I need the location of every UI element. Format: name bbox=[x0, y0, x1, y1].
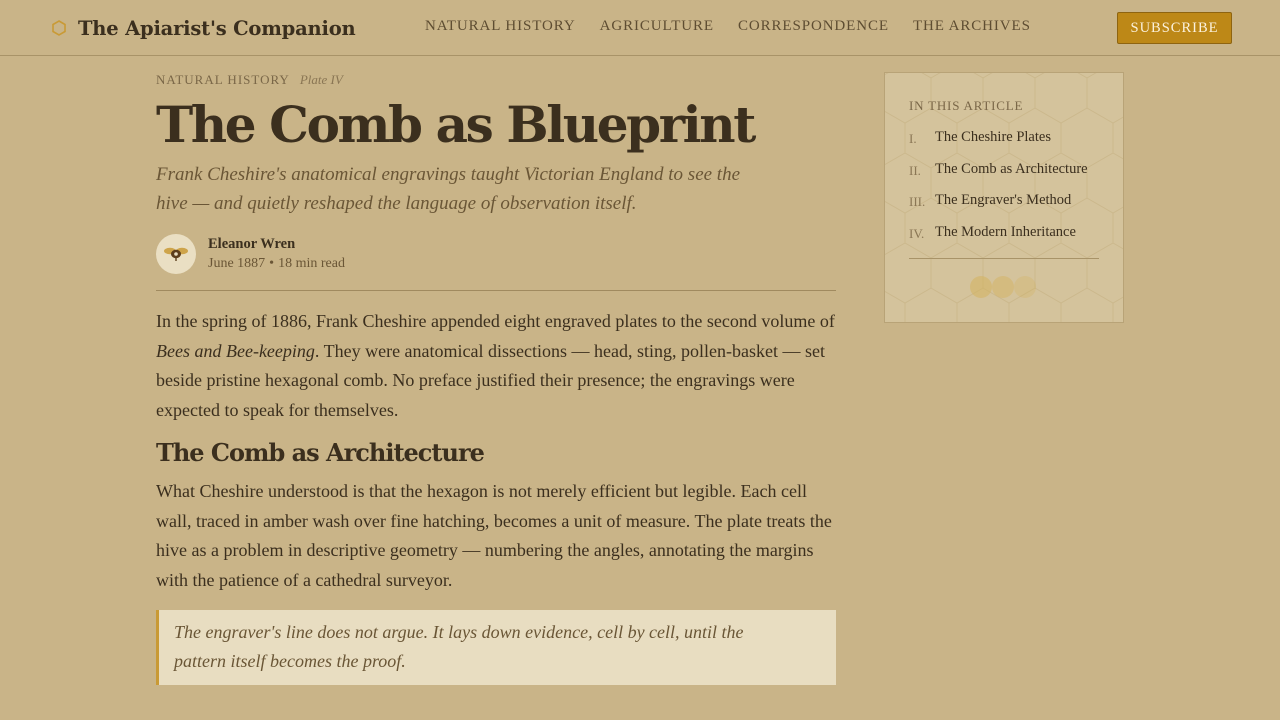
avatar[interactable] bbox=[156, 234, 196, 274]
brand-title: The Apiarist's Companion bbox=[78, 16, 356, 40]
site-header bbox=[0, 0, 1280, 56]
toc-item-label: The Engraver's Method bbox=[935, 192, 1072, 208]
article-title: The Comb as Blueprint bbox=[156, 95, 754, 154]
section-heading: The Comb as Architecture bbox=[156, 438, 484, 467]
article-dek: Frank Cheshire's anatomical engravings taught Victorian England to see the hive — and quietly reshaped the language of observation itself. bbox=[156, 164, 741, 214]
author-meta bbox=[208, 254, 345, 273]
meta-separator: • bbox=[269, 256, 275, 271]
subscribe-button[interactable]: SUBSCRIBE bbox=[1117, 12, 1232, 44]
toc-item-comb-architecture[interactable] bbox=[909, 161, 1088, 193]
brand-logo-link[interactable] bbox=[52, 14, 356, 42]
toc-divider bbox=[909, 258, 1099, 259]
toc-item-cheshire-plates[interactable] bbox=[909, 129, 1088, 161]
byline-divider bbox=[156, 290, 836, 291]
toc-item-number: III. bbox=[909, 194, 926, 209]
bee-icon bbox=[163, 245, 189, 263]
toc-item-label: The Comb as Architecture bbox=[935, 160, 1088, 177]
pull-quote: The engraver's line does not argue. It lays down evidence, cell by cell, until the pattern itself becomes the proof. bbox=[156, 610, 836, 685]
author-info bbox=[208, 235, 345, 273]
toc-item-number: II. bbox=[909, 162, 921, 178]
nav-link-natural-history[interactable]: NATURAL HISTORY bbox=[425, 18, 576, 34]
toc-list bbox=[909, 129, 1088, 255]
publish-date: June 1887 bbox=[208, 256, 266, 271]
nav-link-agriculture[interactable]: AGRICULTURE bbox=[599, 18, 714, 34]
table-of-contents bbox=[884, 72, 1124, 323]
paragraph-text: In the spring of 1886, Frank Cheshire appended eight engraved plates to the second volume of bbox=[156, 311, 835, 331]
read-time: 18 min read bbox=[278, 256, 345, 271]
nav-link-the-archives[interactable]: THE ARCHIVES bbox=[912, 18, 1031, 34]
paragraph-text: . They were anatomical dissections — head, sting, pollen-basket — set beside pristine hexagonal comb. No preface justified their presence; the engravings were expected to speak for themselves. bbox=[156, 340, 825, 420]
section-link[interactable]: NATURAL HISTORY bbox=[156, 72, 290, 87]
toc-title: IN THIS ARTICLE bbox=[909, 98, 1024, 113]
body-paragraph bbox=[156, 307, 836, 425]
toc-item-number: IV. bbox=[909, 225, 925, 241]
article-kicker bbox=[156, 72, 343, 88]
main-nav bbox=[425, 18, 1031, 35]
toc-item-number: I. bbox=[909, 131, 917, 146]
toc-item-label: The Cheshire Plates bbox=[935, 129, 1051, 145]
toc-item-engravers-method[interactable] bbox=[909, 192, 1088, 224]
hexagon-icon bbox=[52, 20, 66, 36]
toc-item-modern-inheritance[interactable] bbox=[909, 224, 1088, 256]
plate-label: Plate IV bbox=[299, 72, 343, 87]
book-title: Bees and Bee-keeping bbox=[156, 340, 315, 361]
author-name[interactable]: Eleanor Wren bbox=[208, 236, 296, 252]
byline bbox=[156, 234, 345, 274]
body-paragraph: What Cheshire understood is that the hexagon is not merely efficient but legible. Each cell wall, traced in amber wash over fine hatching, becomes a unit of measure. The plate treats the hive as a problem in descriptive geometry — numbering the angles, annotating the margins with the patience of a cathedral surveyor. bbox=[156, 481, 832, 590]
toc-item-label: The Modern Inheritance bbox=[935, 223, 1076, 240]
nav-link-correspondence[interactable]: CORRESPONDENCE bbox=[737, 18, 889, 34]
honeycomb-ornament-icon bbox=[969, 273, 1041, 301]
